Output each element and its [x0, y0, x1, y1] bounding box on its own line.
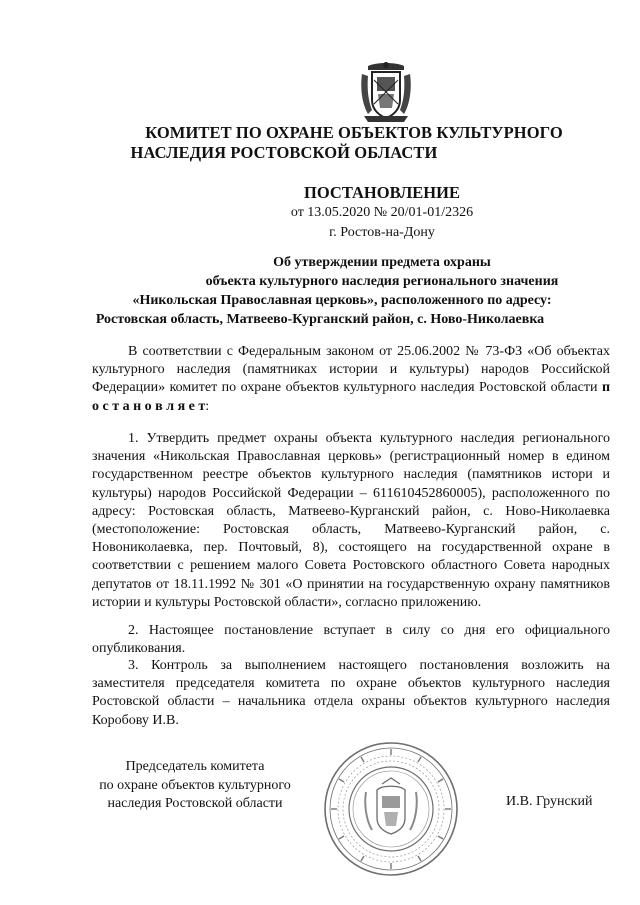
document-date-number: от 13.05.2020 № 20/01-01/2326: [290, 205, 474, 220]
signer-name: И.В. Грунский: [506, 794, 593, 809]
preamble-paragraph: [92, 343, 610, 416]
decree-item-2: 2. Настоящее постановление вступает в силу со дня его официального опубликования.: [92, 623, 610, 657]
org-name-line2: НАСЛЕДИЯ РОСТОВСКОЙ ОБЛАСТИ: [130, 143, 438, 162]
decree-item-1: 1. Утвердить предмет охраны объекта культурного наследия регионального значения «Никольская Православная церковь» (регистрационный номер в едином государственном реестре объектов культурного наследия (памятников истори и культуры) народов Российской Федерации – 611610452860005), расположенного по адресу: Ростовская область, Матвеево-Курганский район, с. Ново-Николаевка (местоположение: Ростовская область, Матвеево-Курганский район, с. Новониколаевка, пер. Почтовый, 8), состоящего на государственной охране в соответствии с решением малого Совета Ростовского областного Совета народных депутатов от 18.11.1992 № 301 «О принятии на государственную охрану памятников истории и культуры Ростовской области», согласно приложению.: [92, 431, 610, 610]
subject-line2: объекта культурного наследия регионального значения: [205, 274, 559, 289]
signatory-title-line3: наследия Ростовской области: [107, 796, 283, 811]
signatory-title: [80, 758, 310, 814]
signatory-title-line1: Председатель комитета: [125, 759, 265, 774]
preamble-text: В соответствии с Федеральным законом от 25.06.2002 № 73-ФЗ «Об объектах культурного наследия (памятниках истории и культуры) народов Российской Федерации» комитет по охране объектов культурного наследия Ростовской области: [92, 344, 610, 396]
subject-line1: Об утверждении предмета охраны: [273, 255, 491, 270]
subject-line4: Ростовская область, Матвеево-Курганский район, с. Ново-Николаевка: [95, 312, 545, 327]
subject-line3: «Никольская Православная церковь», расположенного по адресу:: [132, 293, 552, 308]
document-city: г. Ростов-на-Дону: [329, 225, 435, 240]
org-name-line1: КОМИТЕТ ПО ОХРАНЕ ОБЪЕКТОВ КУЛЬТУРНОГО: [145, 123, 563, 142]
decree-word: п о с т а н о в л я е т: [92, 380, 611, 414]
document-type: ПОСТАНОВЛЕНИЕ: [304, 183, 460, 202]
decree-colon: :: [205, 398, 210, 414]
official-seal-icon: [322, 740, 460, 878]
coat-of-arms-icon: [358, 60, 414, 124]
decree-item-3: 3. Контроль за выполнением настоящего постановления возложить на заместителя председателя комитета по охране объектов культурного наследия Ростовской области – начальника отдела охраны объектов культурного наследия Коробову И.В.: [92, 658, 610, 728]
signatory-title-line2: по охране объектов культурного: [99, 777, 291, 793]
